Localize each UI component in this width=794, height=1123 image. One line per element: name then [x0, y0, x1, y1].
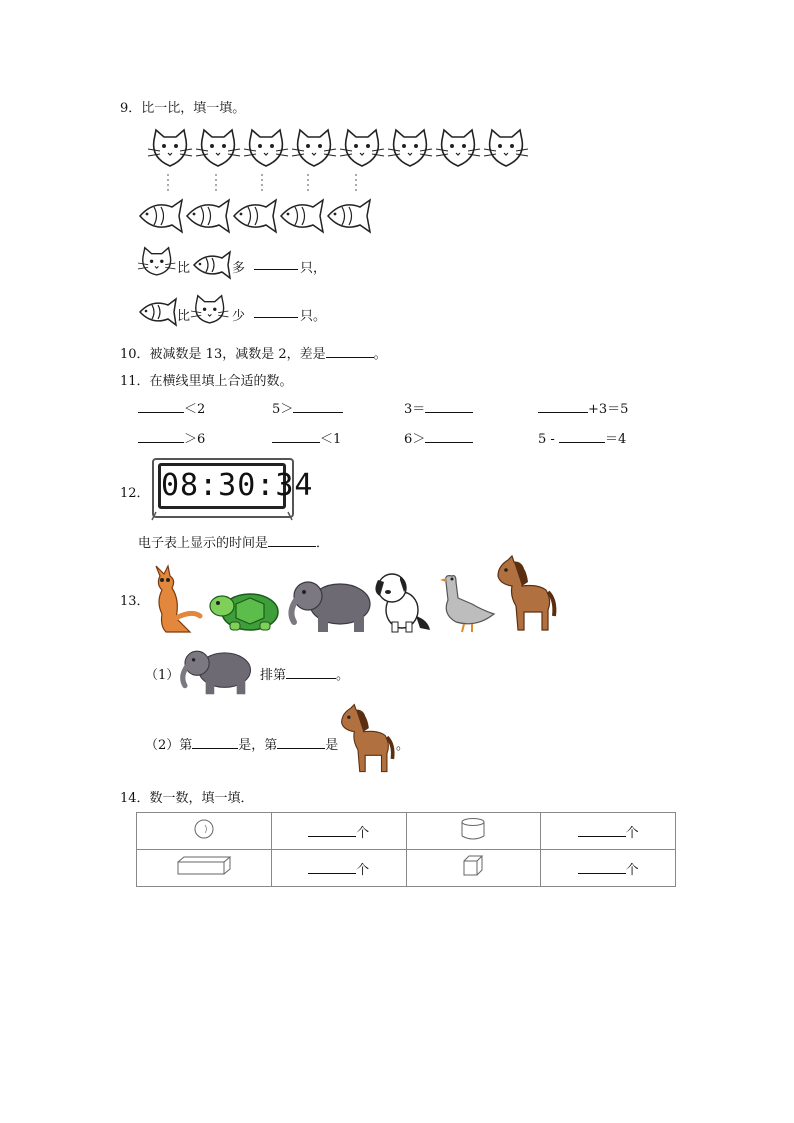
cat-icon: [388, 130, 432, 166]
q14-title: 14．数一数，填一填．: [120, 791, 254, 806]
fish-row: [138, 196, 388, 238]
q11-answer[interactable]: [559, 430, 605, 443]
q12-line: [138, 532, 329, 551]
fish-icon: [281, 200, 323, 232]
fish-icon: [192, 250, 232, 280]
q13-p2-end: 。: [396, 738, 410, 753]
q10-text: 10．被减数是 13，减数是 2，差是: [120, 347, 326, 362]
q9-bi-2: 比: [177, 309, 191, 324]
q12-answer[interactable]: [268, 534, 316, 547]
cuboid-cell: [137, 850, 272, 887]
cube-icon: [462, 855, 484, 877]
q13-p1-label: （1）: [145, 668, 180, 683]
q11-answer[interactable]: [272, 430, 320, 443]
q9-duo: 多: [232, 261, 246, 276]
q11-r1-c4: +3＝5: [538, 398, 628, 417]
q9-unit-1: 只，: [300, 261, 327, 276]
cats-row: [148, 126, 538, 172]
q11-r1-c1: ＜2: [138, 398, 205, 417]
cuboid-icon: [177, 856, 231, 876]
digital-clock-display: 08:30:34: [158, 463, 286, 509]
cat-icon: [148, 130, 192, 166]
cuboid-count: 个: [271, 850, 406, 887]
dotted-lines: [148, 172, 408, 196]
cat-icon: [340, 130, 384, 166]
q11-r1-c2: 5＞: [272, 398, 343, 417]
fish-icon: [234, 200, 276, 232]
q13-p1-answer[interactable]: [286, 666, 336, 679]
q13-p1-text: 排第: [260, 668, 287, 683]
cat-icon: [244, 130, 288, 166]
q12-text: 电子表上显示的时间是: [138, 536, 269, 551]
fish-icon: [187, 200, 229, 232]
q11-answer[interactable]: [293, 400, 343, 413]
q11-r2-c3: 6＞: [404, 428, 473, 447]
elephant-icon: [172, 646, 260, 696]
turtle-icon: [208, 586, 284, 632]
q10-end: 。: [373, 347, 387, 362]
q13-p1-line: 排第 。: [260, 668, 350, 683]
q11-answer[interactable]: [538, 400, 588, 413]
horse-icon: [338, 704, 396, 774]
q11-r2-c1: ＞6: [138, 428, 205, 447]
cuboid-answer[interactable]: [308, 861, 356, 874]
q9-title: 9．比一比，填一填。: [120, 101, 246, 116]
fish-icon: [328, 200, 370, 232]
cube-cell: [406, 850, 541, 887]
q11-answer[interactable]: [138, 400, 184, 413]
cat-icon: [191, 294, 231, 330]
dog-icon: [372, 570, 434, 634]
cat-icon: [436, 130, 480, 166]
q11-title: 11．在横线里填上合适的数。: [120, 374, 293, 389]
elephant-icon: [284, 576, 376, 634]
q12-number: 12．: [120, 486, 150, 501]
q9-shao: 少: [232, 309, 246, 324]
sphere-answer[interactable]: [308, 824, 356, 837]
q13-p2-line: （2）第 是，第 是: [145, 738, 339, 753]
shape-count-table: [136, 812, 676, 887]
q11-r2-c2: ＜1: [272, 428, 341, 447]
kangaroo-icon: [146, 566, 202, 634]
q12-end: ．: [316, 536, 330, 551]
q13-p2-answer-2[interactable]: [277, 736, 325, 749]
q11-r2-c4: 5 - ＝4: [538, 432, 627, 447]
q13-p2-answer-1[interactable]: [192, 736, 238, 749]
sphere-cell: [137, 813, 272, 850]
cylinder-cell: [406, 813, 541, 850]
q9-line1-answer[interactable]: [254, 257, 298, 274]
fish-icon: [138, 297, 178, 327]
horse-icon: [494, 556, 558, 632]
q9-unit-2: 只。: [300, 309, 327, 324]
q11-r1-c3: 3＝: [404, 398, 473, 417]
q9-line2-answer[interactable]: [254, 305, 298, 322]
cat-icon: [138, 246, 178, 282]
q13-number: 13．: [120, 594, 150, 609]
cylinder-count: 个: [541, 813, 676, 850]
cube-count: 个: [541, 850, 676, 887]
sphere-icon: [193, 818, 215, 840]
cylinder-answer[interactable]: [578, 824, 626, 837]
cylinder-icon: [460, 817, 486, 841]
q11-answer[interactable]: [425, 430, 473, 443]
clock-stand: [152, 512, 294, 522]
goose-icon: [440, 570, 496, 634]
q9-bi-1: 比: [177, 261, 191, 276]
cat-icon: [484, 130, 528, 166]
fish-icon: [140, 200, 182, 232]
q11-answer[interactable]: [138, 430, 184, 443]
q10-answer[interactable]: [326, 345, 374, 358]
q13-p2-label: （2）第: [145, 738, 193, 753]
cube-answer[interactable]: [578, 861, 626, 874]
cat-icon: [292, 130, 336, 166]
cat-icon: [196, 130, 240, 166]
q10-line: [120, 343, 387, 362]
q11-answer[interactable]: [425, 400, 473, 413]
sphere-count: 个: [271, 813, 406, 850]
